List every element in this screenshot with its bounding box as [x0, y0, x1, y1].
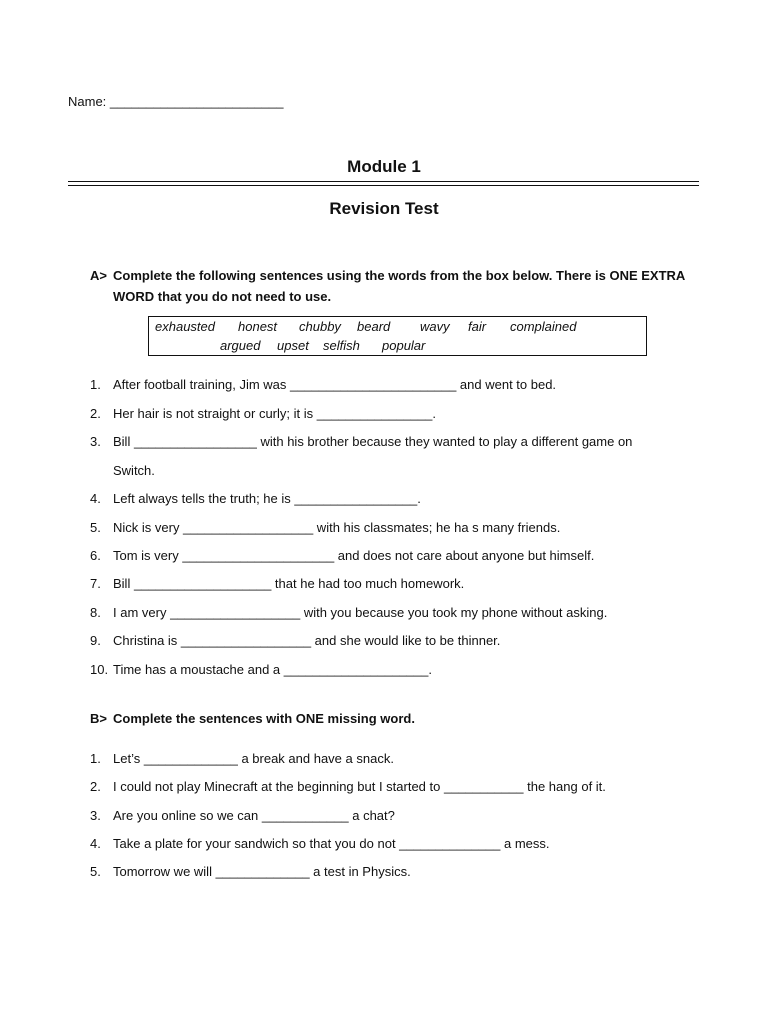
item-text: After football training, Jim was _______________________ and went to bed.: [113, 377, 557, 392]
item-number: 7.: [90, 576, 101, 591]
double-rule-top: [68, 181, 699, 182]
item-number: 2.: [90, 779, 101, 794]
test-title: Revision Test: [329, 199, 439, 218]
section-a-instruction: [113, 265, 700, 307]
item-number: 1.: [90, 377, 101, 392]
item-text: Take a plate for your sandwich so that you do not ______________ a mess.: [113, 836, 550, 851]
word-box-word: fair: [468, 319, 487, 334]
item-text: Bill ___________________ that he had too much homework.: [113, 576, 465, 591]
item-text: Tomorrow we will _____________ a test in Physics.: [113, 864, 411, 879]
word-box-word: upset: [277, 338, 309, 353]
item-number: 2.: [90, 406, 101, 421]
word-box-word: popular: [382, 338, 426, 353]
word-box-word: selfish: [323, 338, 360, 353]
double-rule-bottom: [68, 185, 699, 186]
item-text: Bill _________________ with his brother because they wanted to play a different game on: [113, 434, 633, 449]
item-number: 9.: [90, 633, 101, 648]
word-box-word: chubby: [299, 319, 341, 334]
item-text: Left always tells the truth; he is _________________.: [113, 491, 421, 506]
section-a-marker: A>: [90, 268, 107, 283]
word-box-word: complained: [510, 319, 577, 334]
section-a-heading: [90, 265, 700, 307]
item-number: 5.: [90, 864, 101, 879]
item-text: I am very __________________ with you because you took my phone without asking.: [113, 605, 608, 620]
item-text: Nick is very __________________ with his classmates; he ha s many friends.: [113, 520, 561, 535]
item-number: 8.: [90, 605, 101, 620]
item-number: 4.: [90, 491, 101, 506]
section-b-heading: [90, 708, 700, 729]
item-text: Tom is very _____________________ and does not care about anyone but himself.: [113, 548, 595, 563]
word-box-word: honest: [238, 319, 278, 334]
section-b-marker: B>: [90, 711, 107, 726]
item-number: 5.: [90, 520, 101, 535]
item-number: 10.: [90, 662, 109, 677]
item-number: 4.: [90, 836, 101, 851]
item-text: Switch.: [113, 463, 155, 478]
word-box-word: exhausted: [155, 319, 215, 334]
section-b-instruction: Complete the sentences with ONE missing word.: [113, 711, 415, 726]
item-text: Let’s _____________ a break and have a snack.: [113, 751, 394, 766]
name-field-label: Name: ________________________: [68, 94, 284, 109]
word-box-word: beard: [357, 319, 391, 334]
item-text: Christina is __________________ and she would like to be thinner.: [113, 633, 501, 648]
item-text: I could not play Minecraft at the beginning but I started to ___________ the hang of it.: [113, 779, 606, 794]
item-text: Time has a moustache and a ____________________.: [113, 662, 432, 677]
item-text: Are you online so we can ____________ a chat?: [113, 808, 395, 823]
item-number: 3.: [90, 434, 101, 449]
section-a-instruction-line2: WORD that you do not need to use.: [113, 289, 332, 304]
item-number: 1.: [90, 751, 101, 766]
module-title: Module 1: [347, 157, 421, 176]
item-number: 6.: [90, 548, 101, 563]
word-box-word: wavy: [420, 319, 450, 334]
word-box: [148, 316, 647, 356]
item-text: Her hair is not straight or curly; it is ________________.: [113, 406, 437, 421]
item-number: 3.: [90, 808, 101, 823]
word-box-word: argued: [220, 338, 261, 353]
section-a-instruction-line1: Complete the following sentences using the words from the box below. There is ONE EXTRA: [113, 268, 686, 283]
